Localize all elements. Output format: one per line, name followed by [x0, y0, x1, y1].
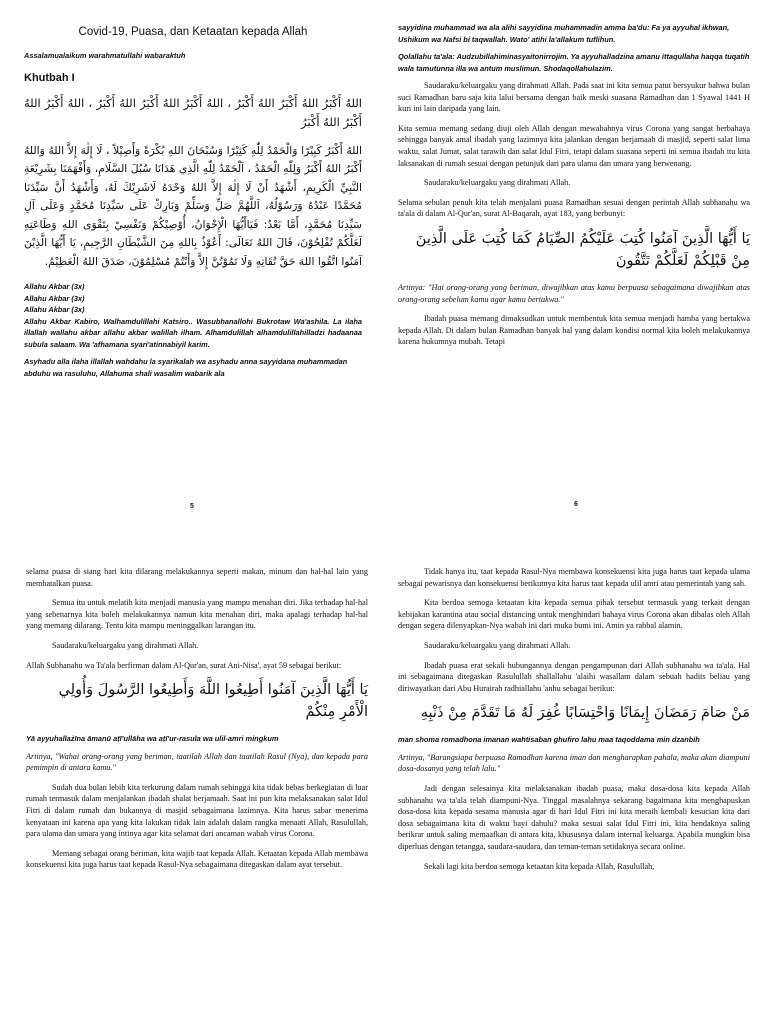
- ayat-latin: Yā ayyuhallażīna āmanū aṭī'ullāha wa aṭī'ur-rasula wa ulil-amri mingkum: [26, 734, 279, 744]
- paragraph: Ibadah puasa erat sekali hubungannya dengan pengampunan dari Allah subhanahu wa ta'ala. Hal ini sebagaimana ditegaskan Rasulullah shallallahu 'alaihi wasallam dalam sebuah hadits beliau yang diriwayatkan dari Abu Hurairah radhiallahu 'anhu sebagai berikut:: [398, 660, 750, 693]
- paragraph: Saudaraku/keluargaku yang dirahmati Allah.: [424, 640, 571, 650]
- latin-line: Allahu Akbar (3x): [24, 305, 85, 314]
- hadits-translation: Artinya, "Barangsiapa berpuasa Ramadhan karena iman dan mengharapkan pahala, maka akan diampuni dosa-dosanya yang telah lalu.": [398, 752, 750, 774]
- paragraph: Jadi dengan selesainya kita melaksanakan ibadah puasa, maka dosa-dosa kita kepada Allah subhanahu wa ta'ala telah diampuni-Nya. Tinggal masalahnya sekarang bagaimana kita menghapuskan dosa-dosa kita kepada sesama manusia agar di hari Idul Fitri ini kita meraih kembali kesucian kita dari dosa sebagaimana kita di waktu bayi dahulu? maka sesuai salat Idul Fitri ini, kita hendaknya saling berikrar untuk saling memaafkan di antara kita, khususnya dalam internal keluarga. Apabila mungkin bisa diperluas dengan tetangga, saudara-saudara, dan teman-teman setidaknya secara online.: [398, 784, 750, 851]
- syahadat-latin: Asyhadu alla ilaha illallah wahdahu la syarikalah wa asyhadu anna sayyidana muhammadan abduhu wa rasuluhu, Allahuma shali wasalim wabarik ala: [24, 357, 348, 378]
- page-title: Covid-19, Puasa, dan Ketaatan kepada Allah: [78, 26, 308, 38]
- paragraph: Memang sebagai orang beriman, kita wajib taat kepada Allah. Ketaatan kepada Allah membawa konsekuensi kita juga harus taat kepada Rasul-Nya sebagaimana ditegaskan dalam ayat tersebut.: [26, 848, 368, 870]
- page-number: 6: [574, 501, 578, 508]
- ayat-arabic: يَا أَيُّهَا الَّذِينَ آمَنُوا أَطِيعُوا اللَّهَ وَأَطِيعُوا الرَّسُولَ وَأُولِي الْأَمْرِ مِنْكُمْ: [58, 682, 368, 721]
- latin-continuation: sayyidina muhammad wa ala alihi sayyidina muhammadin amma ba'du: Fa ya ayyuhal ikhwan, Ushikum wa Nafsi bi taqwallah. Wato' atihi la'allakum tuflihun.: [398, 23, 730, 44]
- khutbah-arabic: اللهُ أَكْبَرُ كَبِيْرًا وَالْحَمْدُ لِلّٰهِ كَثِيْرًا وَسُبْحَانَ اللهِ بُكْرَةً وَأَصِيْلاً ، لَا إِلٰهَ إِلاَّ اللهُ وَاللهُ أَكْبَرُ اللهُ أَكْبَرُ وَلِلّٰهِ الْحَمْدُ ، اَلْحَمْدُ لِلّٰهِ الَّذِي هَدَانَا سُبُلَ السَّلَامِ، وَأَفْهَمَنَا بِشَرِيْعَةِ النَّبِيِّ الْكَرِيمِ، أَشْهَدُ أَنْ لَا إِلٰهَ إِلاَّ اللهُ وَحْدَهُ لَاشَرِيْكَ لَهُ، وَأَشْهَدُ أَنَّ سَيِّدَنَا مُحَمَّدًا عَبْدُهُ وَرَسُوْلُهُ، اَللَّهُمَّ صَلِّ وَسَلِّمْ وَبَارِكْ عَلَى سَيِّدِنَا مُحَمَّدٍ وَعَلَى آلِ سَيِّدِنَا مُحَمَّدٍ، أَمَّا بَعْدُ: فَيَاأَيُّهَا الْإِخْوَانُ، أُوْصِيْكُمْ وَنَفْسِيْ بِتَقْوَى اللهِ وَطَاعَتِهِ لَعَلَّكُمْ تُفْلِحُوْنَ، قَالَ اللهُ تَعَالَى: أَعُوْذُ بِاللهِ مِنَ الشَّيْطَانِ الرَّجِيمِ، يَا أَيُّهَا الَّذِيْنَ آمَنُوا اتَّقُوا اللهَ حَقَّ تُقَاتِهِ وَلَا تَمُوْتُنَّ إِلاَّ وَأَنْتُمْ مُسْلِمُوْنَ، صَدَقَ اللهُ الْعَظِيْمُ.: [24, 143, 362, 268]
- paragraph: Tidak hanya itu, taat kepada Rasul-Nya membawa konsekuensi kita juga harus taat kepada ulama sebagai pewarisnya dan konsekuensi berikutnya kita harus taat kepada ulil amri atau pemerintah yang sah.: [398, 567, 750, 588]
- paragraph: Sudah dua bulan lebih kita terkurung dalam rumah sehingga kita tidak bebas berkegiatan di luar rumah termasuk dalam menjalankan ibadah shalat berjamaah. Saat ini pun kita melaksanakan salat Idul Fitri di dalam rumah dan bukannya di masjid sebagaimana lazimnya. Kita harus sabar menerima kenyataan ini karena apa yang kita lakukan tidak lain adalah dalam rangka menaati Allah, Rasulullah, para ulama dan umara yang intinya agar kita selamat dari ancaman wabah virus Corona.: [26, 782, 368, 839]
- page-number: 5: [190, 503, 194, 510]
- page-5: [0, 0, 384, 512]
- paragraph: Kita berdoa semoga ketaatan kita kepada semua pihak tersebut termasuk yang terkait dengan kebijakan karantina atau social distancing untuk menghindari bahaya virus Corona akan dibalas oleh Allah dengan segera dilenyapkan-Nya wabah ini dari muka bumi ini. Amin ya rabbal alamin.: [398, 598, 750, 631]
- paragraph: Sekali lagi kita berdoa semoga ketaatan kita kepada Allah, Rasulullah,: [424, 861, 655, 871]
- paragraph: Ibadah puasa memang dimaksudkan untuk membentuk kita semua menjadi hamba yang bertakwa kepada Allah. Di dalam bulan Ramadhan banyak hal yang dalam kondisi normal kita boleh melakukannya karena hukumnya mubah. Tetapi: [398, 314, 750, 347]
- section-heading: Khutbah I: [24, 71, 75, 84]
- page-6: [384, 0, 768, 512]
- takbir-arabic: اللهُ أَكْبَرُ اللهُ أَكْبَرُ اللهُ أَكْبَرُ ، اللهُ أَكْبَرُ اللهُ أَكْبَرُ اللهُ أَكْبَرُ ، اللهُ أَكْبَرُ اللهُ أَكْبَرُ اللهُ أَكْبَرُ: [24, 95, 362, 129]
- paragraph: Kita semua memang sedang diuji oleh Allah dengan mewabahnya virus Corona yang sangat berbahaya sehingga banyak amal ibadah yang lazimnya kita jalankan dengan berjamaah di masjid, seperti salat lima waktu, salat Jumat, salat tarawih dan salat Idul Fitri, tetapi dalam suasana seperti ini semua ibadah itu kita laksanakan di rumah sesuai dengan petunjuk dari para ulama dan umara yang berwenang.: [398, 123, 750, 168]
- paragraph: Allah Subhanahu wa Ta'ala berfirman dalam Al-Qur'an, surat Ani-Nisa', ayat 59 sebagai berikut:: [26, 660, 342, 670]
- paragraph: Selama sebulan penuh kita telah menjalani puasa Ramadhan sesuai dengan perintah Allah subhanahu wa ta'ala di dalam Al-Qur'an, surat Al-Baqarah, ayat 183, yang berbunyi:: [398, 197, 750, 219]
- paragraph: selama puasa di siang hari kita dilarang melakukannya seperti makan, minum dan hal-hal lain yang membatalkan puasa.: [26, 567, 368, 588]
- ayat-translation: Artinya: "Hai orang-orang yang beriman, diwajibkan atas kamu berpuasa sebagaimana diwajibkan atas orang-orang sebelum kamu agar kamu bertakwa.": [398, 282, 750, 304]
- paragraph: Saudaraku/keluargaku yang dirahmati Allah. Pada saat ini kita semua patut bersyukur bahwa bulan suci Ramadhan baru saja kita lalui bersama dengan baik meski suasana Ramadhan dan 1 Syawal 1441 H kuri ini lain daripada yang lain.: [398, 81, 750, 114]
- ayat-translation: Artinya, "Wahai orang-orang yang beriman, taatilah Allah dan taatilah Rasul (Nya), dan kepada para pemimpin di antara kamu.": [26, 751, 368, 773]
- latin-line: Allahu Akbar (3x): [24, 293, 85, 303]
- paragraph: Saudaraku/keluargaku yang dirahmati Allah.: [52, 640, 199, 650]
- qolallahu-latin: Qolallahu ta'ala: Audzubillahiminasyaitonirrojim. Ya ayyuhalladzina amanu ittaqullaha haqqa tuqatih wala tamutunna illa wa antum muslimun. Shodaqollahulazim.: [398, 52, 750, 73]
- ayat-arabic: يَا أَيُّهَا الَّذِينَ آمَنُوا كُتِبَ عَلَيْكُمُ الصِّيَامُ كَمَا كُتِبَ عَلَى الَّذِينَ مِنْ قَبْلِكُمْ لَعَلَّكُمْ تَتَّقُونَ: [415, 230, 750, 269]
- latin-line: Allahu Akbar Kabiro, Walhamdulillahi Katsiro.. Wasubhanallohi Bukrotaw Wa'ashila. La ilaha illallah wallahu akbar allahu akbar walillah ilham. Alhamdulillah alhamdulillahilladzi hadaanaa subula salaam. Wa 'afhamana syari'atinnabiyil karim.: [24, 316, 362, 349]
- hadits-latin: man shoma romadhona imanan wahtisaban ghufiro lahu maa taqoddama min dzanbih: [398, 735, 700, 745]
- paragraph: Saudaraku/keluargaku yang dirahmati Allah.: [424, 178, 571, 188]
- latin-takbir-block: [24, 281, 362, 350]
- latin-line: Allahu Akbar (3x): [24, 282, 85, 291]
- hadits-arabic: مَنْ صَامَ رَمَضَانَ إِيمَانًا وَاحْتِسَابًا غُفِرَ لَهُ مَا تَقَدَّمَ مِنْ ذَنْبِهِ: [420, 705, 750, 722]
- paragraph: Semua itu untuk melatih kita menjadi manusia yang mampu menahan diri. Jika terhadap hal-hal yang sebenarnya kita boleh melakukannya namun kita menahan diri, maka apalagi terhadap hal-hal yang memang dilarang. Tentu kita mampu meninggalkan larangan itu.: [26, 598, 368, 631]
- page-8: [384, 512, 768, 1024]
- page-7: [0, 512, 384, 1024]
- greeting: Assalamualaikum warahmatullahi wabaraktuh: [24, 51, 186, 60]
